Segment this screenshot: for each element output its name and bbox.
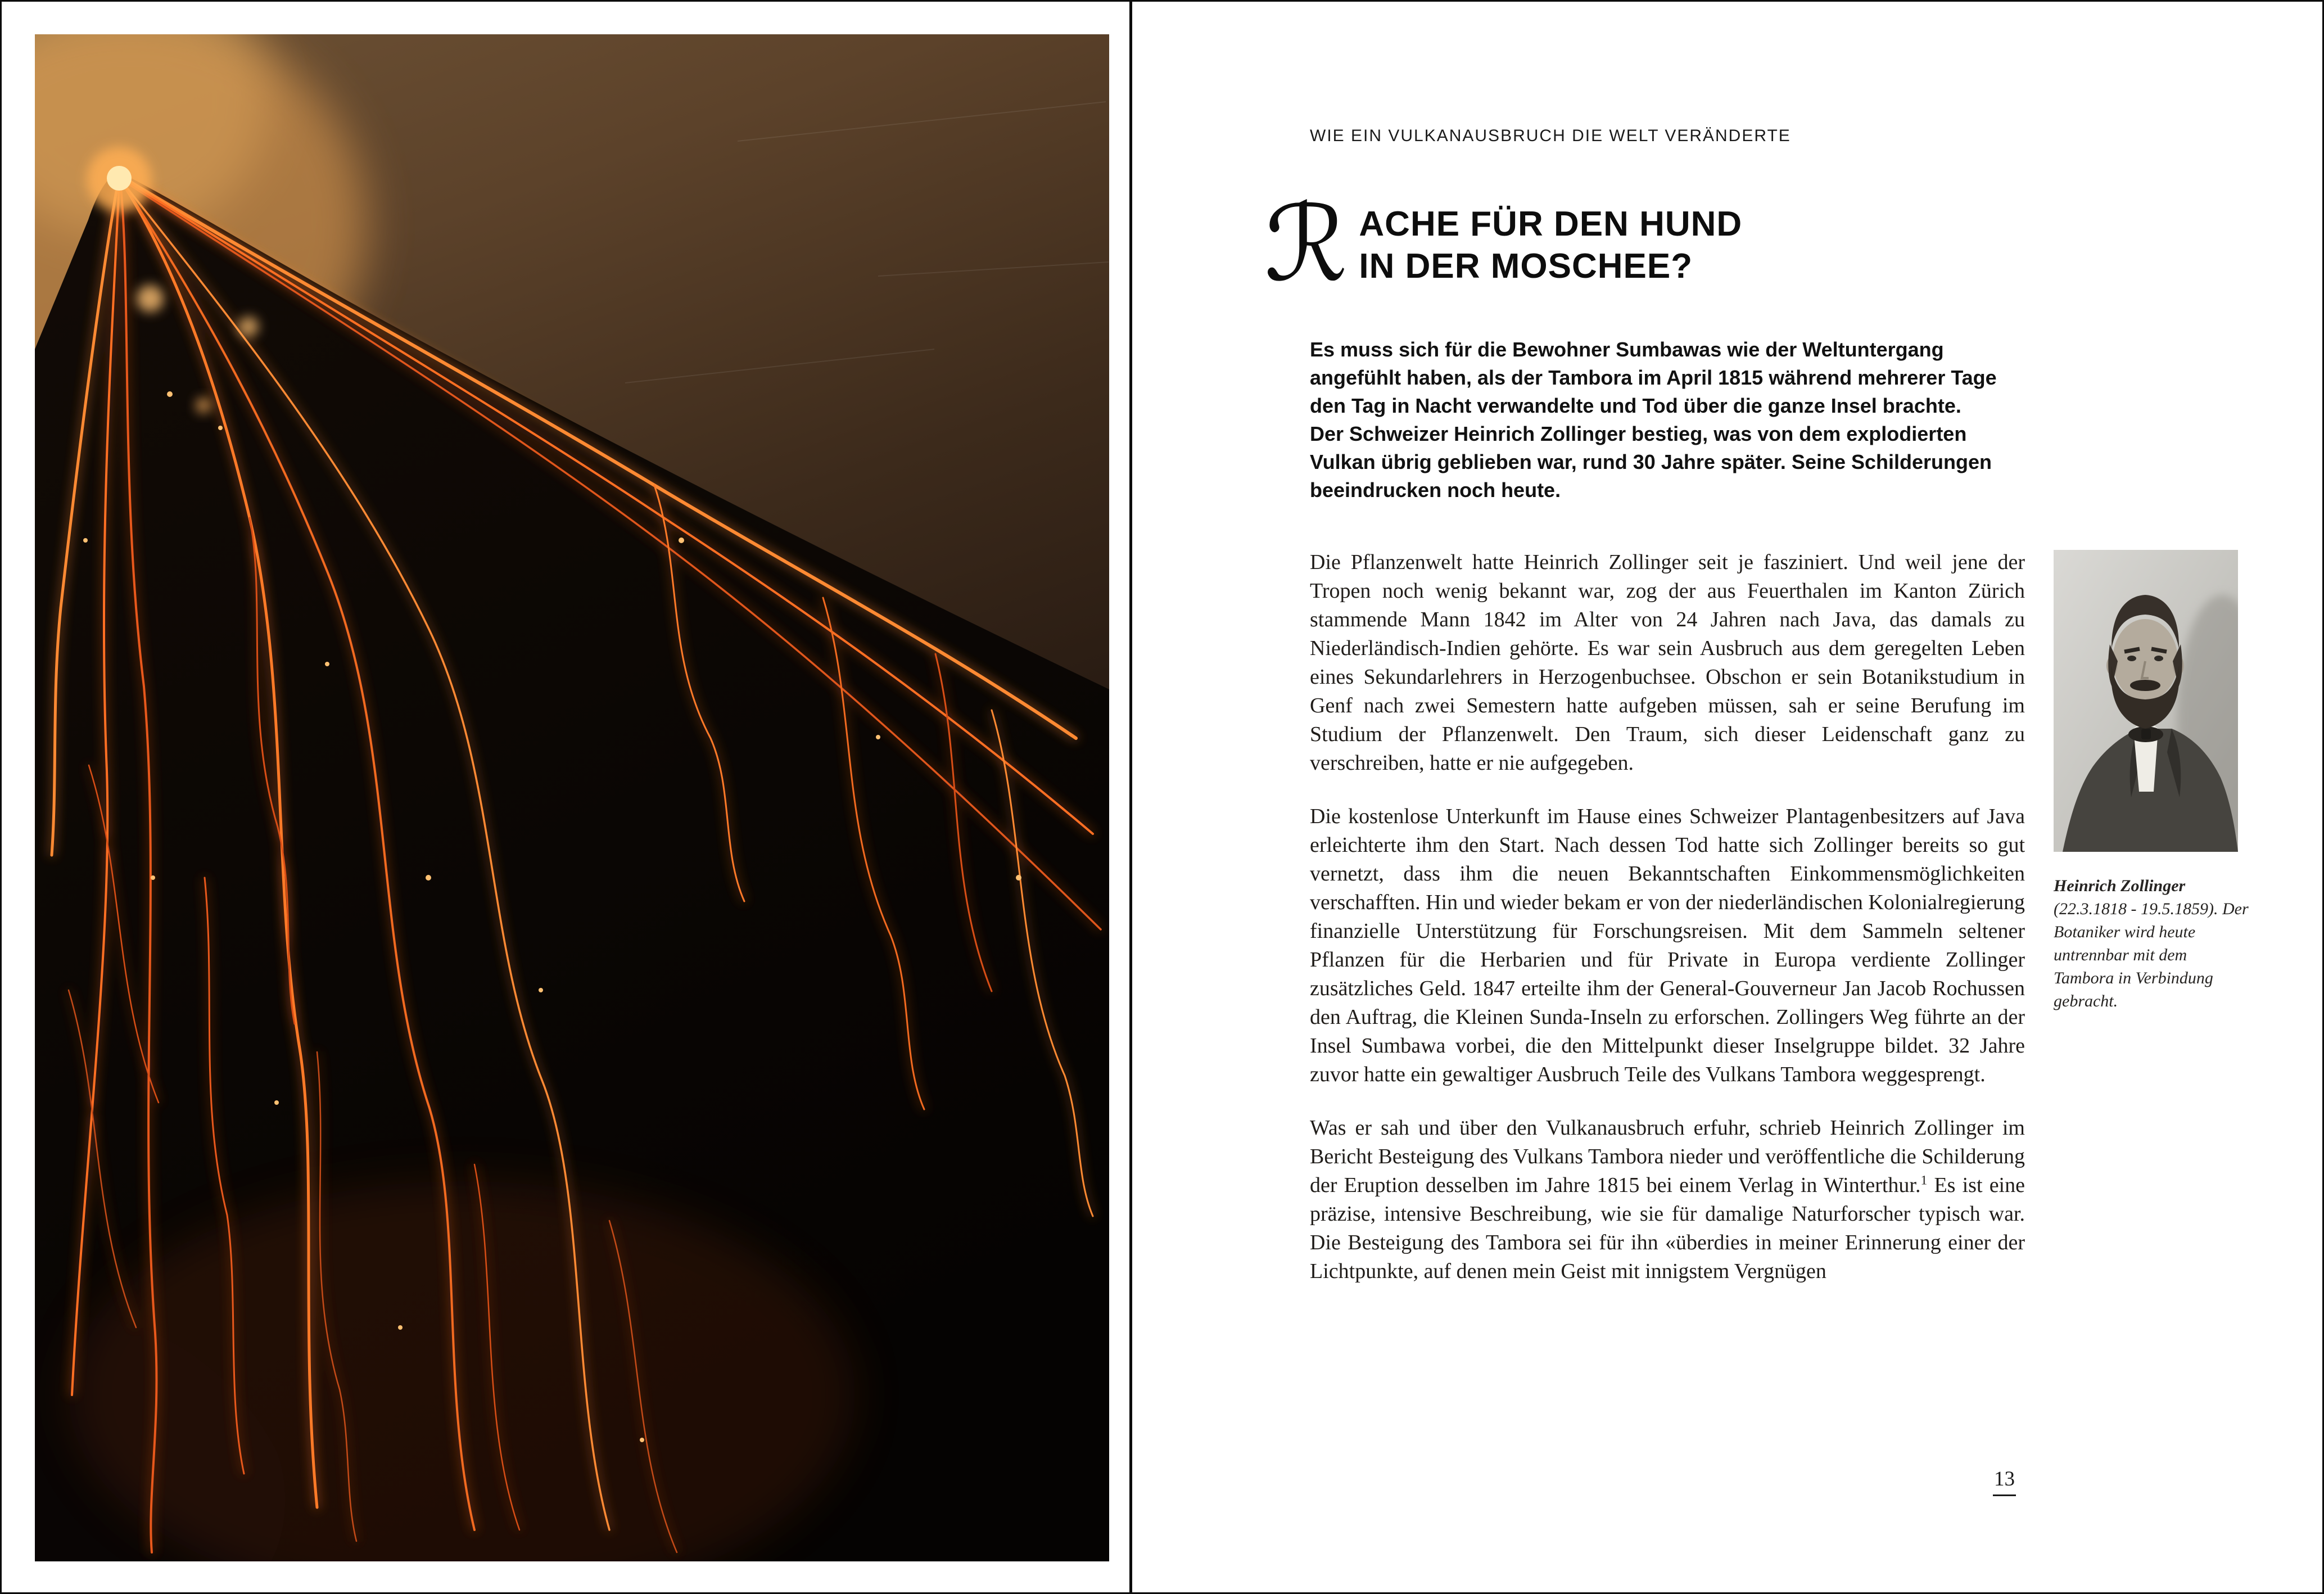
caption-name: Heinrich Zollinger: [2054, 877, 2186, 895]
body-text-column: [1310, 548, 2025, 1311]
ornamental-initial-R: ℛ: [1264, 183, 1348, 305]
portrait-engraving: [2054, 550, 2238, 852]
caption-text: (22.3.1818 - 19.5.1859). Der Botaniker wird heute untrennbar mit dem Tambora in Verbindung gebracht.: [2054, 900, 2249, 1010]
title-line-1: ACHE FÜR DEN HUND: [1359, 205, 1743, 243]
article-title-lines: [1359, 200, 1742, 287]
article-title: [1264, 183, 1743, 305]
volcano-night-photo: [35, 34, 1109, 1561]
portrait-caption: [2054, 874, 2249, 1013]
zollinger-portrait: [2054, 550, 2238, 852]
body-paragraph-2: Die kostenlose Unterkunft im Hause eines Schweizer Plantagenbesitzers auf Java erleichterte ihm den Start. Nach dessen Tod hatte sich Zollinger bereits so gut vernetzt, dass ihm die neuen Bekanntschaften Einkommensmöglichkeiten verschafften. Hin und wieder bekam er von der niederländischen Kolonialregierung finanzielle Unterstützung für Forschungsreisen. Mit dem Sammeln seltener Pflanzen für die Herbarien und für Private in Europa verdiente Zollinger zusätzliches Geld. 1847 erteilte ihm der General-Gouverneur Jan Jacob Rochussen den Auftrag, die Kleinen Sunda-Inseln zu erforschen. Zollingers Weg führte an der Insel Sumbawa vorbei, die den Mittelpunkt dieser Inselgruppe bildet. 32 Jahre zuvor hatte ein gewaltiger Ausbruch Teile des Vulkans Tambora weggesprengt.: [1310, 805, 2025, 1086]
body-paragraph-3: [1310, 1114, 2025, 1286]
page-number: 13: [1993, 1468, 2016, 1496]
lead-paragraph: Es muss sich für die Bewohner Sumbawas wie der Weltuntergang angefühlt haben, als der Tambora im April 1815 während mehrerer Tage den Tag in Nacht verwandelte und Tod über die ganze Insel brachte. Der Schweizer Heinrich Zollinger bestieg, was von dem explodierten Vulkan übrig geblieben war, rund 30 Jahre später. Seine Schilderungen beeindrucken noch heute.: [1310, 338, 1997, 502]
body-paragraph-3-text: Was er sah und über den Vulkanausbruch erfuhr, schrieb Heinrich Zollinger im Bericht Besteigung des Vulkans Tambora nieder und veröffentliche die Schilderung der Eruption desselben im Jahre 1815 bei einem Verlag in Winterthur.: [1310, 1116, 2025, 1197]
volcano-photo-illustration: [35, 34, 1109, 1561]
page-gutter-divider: [1129, 2, 1132, 1592]
body-paragraph-3-continued: Es ist eine präzise, intensive Beschreibung, wie sie für damalige Naturforscher typisch war. Die Besteigung des Tambora sei für ihn «überdies in meiner Erinnerung einer der Lichtpunkte, auf denen mein Geist mit innigstem Vergnügen: [1310, 1173, 2025, 1283]
footnote-marker: 1: [1920, 1173, 1928, 1188]
chapter-kicker: WIE EIN VULKANAUSBRUCH DIE WELT VERÄNDERTE: [1310, 127, 1791, 145]
body-paragraph-1: Die Pflanzenwelt hatte Heinrich Zollinger seit je fasziniert. Und weil jene der Tropen noch wenig bekannt war, zog der aus Feuerthalen im Kanton Zürich stammende Mann 1842 im Alter von 24 Jahren nach Java, das damals zu Niederländisch-Indien gehörte. Es war sein Ausbruch aus dem geregelten Leben eines Sekundarlehrers in Herzogenbuchsee. Obschon er sein Botanikstudium in Genf nach zwei Semestern hatte aufgeben müssen, sah er seine Berufung im Studium der Pflanzenwelt. Den Traum, sich dieser Leidenschaft ganz zu verschreiben, hatte er nie aufgegeben.: [1310, 550, 2025, 775]
title-line-2: IN DER MOSCHEE?: [1359, 247, 1693, 286]
